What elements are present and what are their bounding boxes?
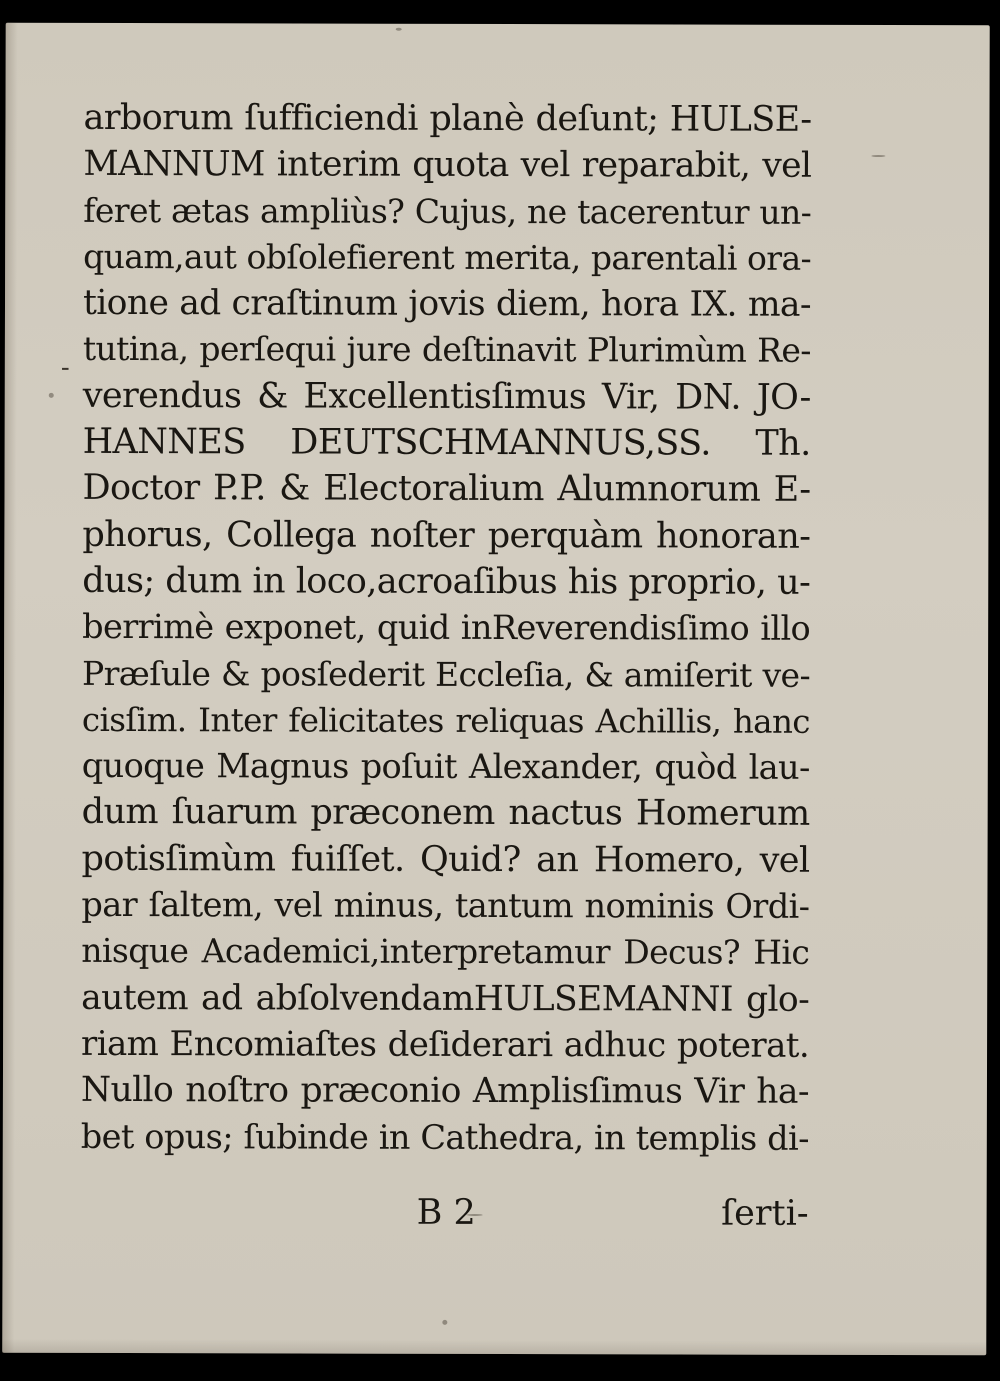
text-line: phorus, Collega noſter perquàm honoran-: [82, 514, 811, 557]
text-line: bet opus; ſubinde in Cathedra, in templis di-: [80, 1116, 809, 1158]
book-page: [2, 23, 989, 1356]
text-line: riam Encomiaſtes deſiderari adhuc poterat.: [81, 1023, 810, 1066]
body-text: [81, 95, 812, 1162]
text-line: potisſimùm fuiſſet. Quid? an Homero, vel: [81, 838, 810, 881]
margin-mark: -: [60, 352, 70, 383]
text-line: Nullo noſtro præconio Amplisſimus Vir ha-: [80, 1070, 809, 1113]
text-line: dus; dum in loco,acroaſibus his proprio, u-: [82, 560, 811, 603]
text-line: berrimè exponet, quid inReverendisſimo illo: [82, 607, 811, 649]
text-line: feret ætas ampliùs? Cujus, ne tacerentur un-: [83, 190, 812, 232]
text-line: verendus & Excellentisſimus Vir, DN. JO-: [82, 375, 811, 418]
text-line: tione ad craſtinum jovis diem, hora IX. ma-: [82, 283, 812, 326]
text-line: autem ad abſolvendamHULSEMANNI glo-: [81, 977, 810, 1020]
text-line: HANNES DEUTSCHMANNUS,SS. Th.: [82, 421, 811, 464]
paper-speck: [396, 28, 402, 31]
text-line: dum ſuarum præconem nactus Homerum: [81, 792, 810, 835]
text-line: quam,aut obſolefierent merita, parentali ora-: [83, 236, 812, 278]
text-line: par ſaltem, vel minus, tantum nominis Ordi-: [81, 884, 810, 926]
text-line: nisque Academici,interpretamur Decus? Hic: [81, 931, 810, 973]
page-footer: [81, 1189, 809, 1237]
paper-speck: [442, 1320, 447, 1325]
text-line: MANNUM interim quota vel reparabit, vel: [83, 144, 812, 187]
text-line: quoque Magnus poſuit Alexander, quòd lau-: [81, 746, 810, 787]
text-line: Præſule & posſederit Eccleſia, & amiſerit ve-: [81, 653, 811, 695]
text-line: tutina, perſequi jure deſtinavit Plurimùm Re-: [82, 329, 811, 371]
paper-speck: [871, 155, 885, 157]
page-edge-shading: [2, 23, 17, 1353]
text-line: arborum ſufficiendi planè deſunt; HULSE-: [83, 97, 812, 140]
signature-mark: B 2: [416, 1192, 476, 1233]
page-bottom-shading: [2, 1339, 986, 1356]
text-line: cisſim. Inter felicitates reliquas Achillis, hanc: [81, 700, 810, 741]
catchword: ſerti-: [721, 1193, 809, 1234]
text-line: Doctor P.P. & Electoralium Alumnorum E-: [82, 468, 811, 511]
paper-speck: [49, 393, 54, 398]
